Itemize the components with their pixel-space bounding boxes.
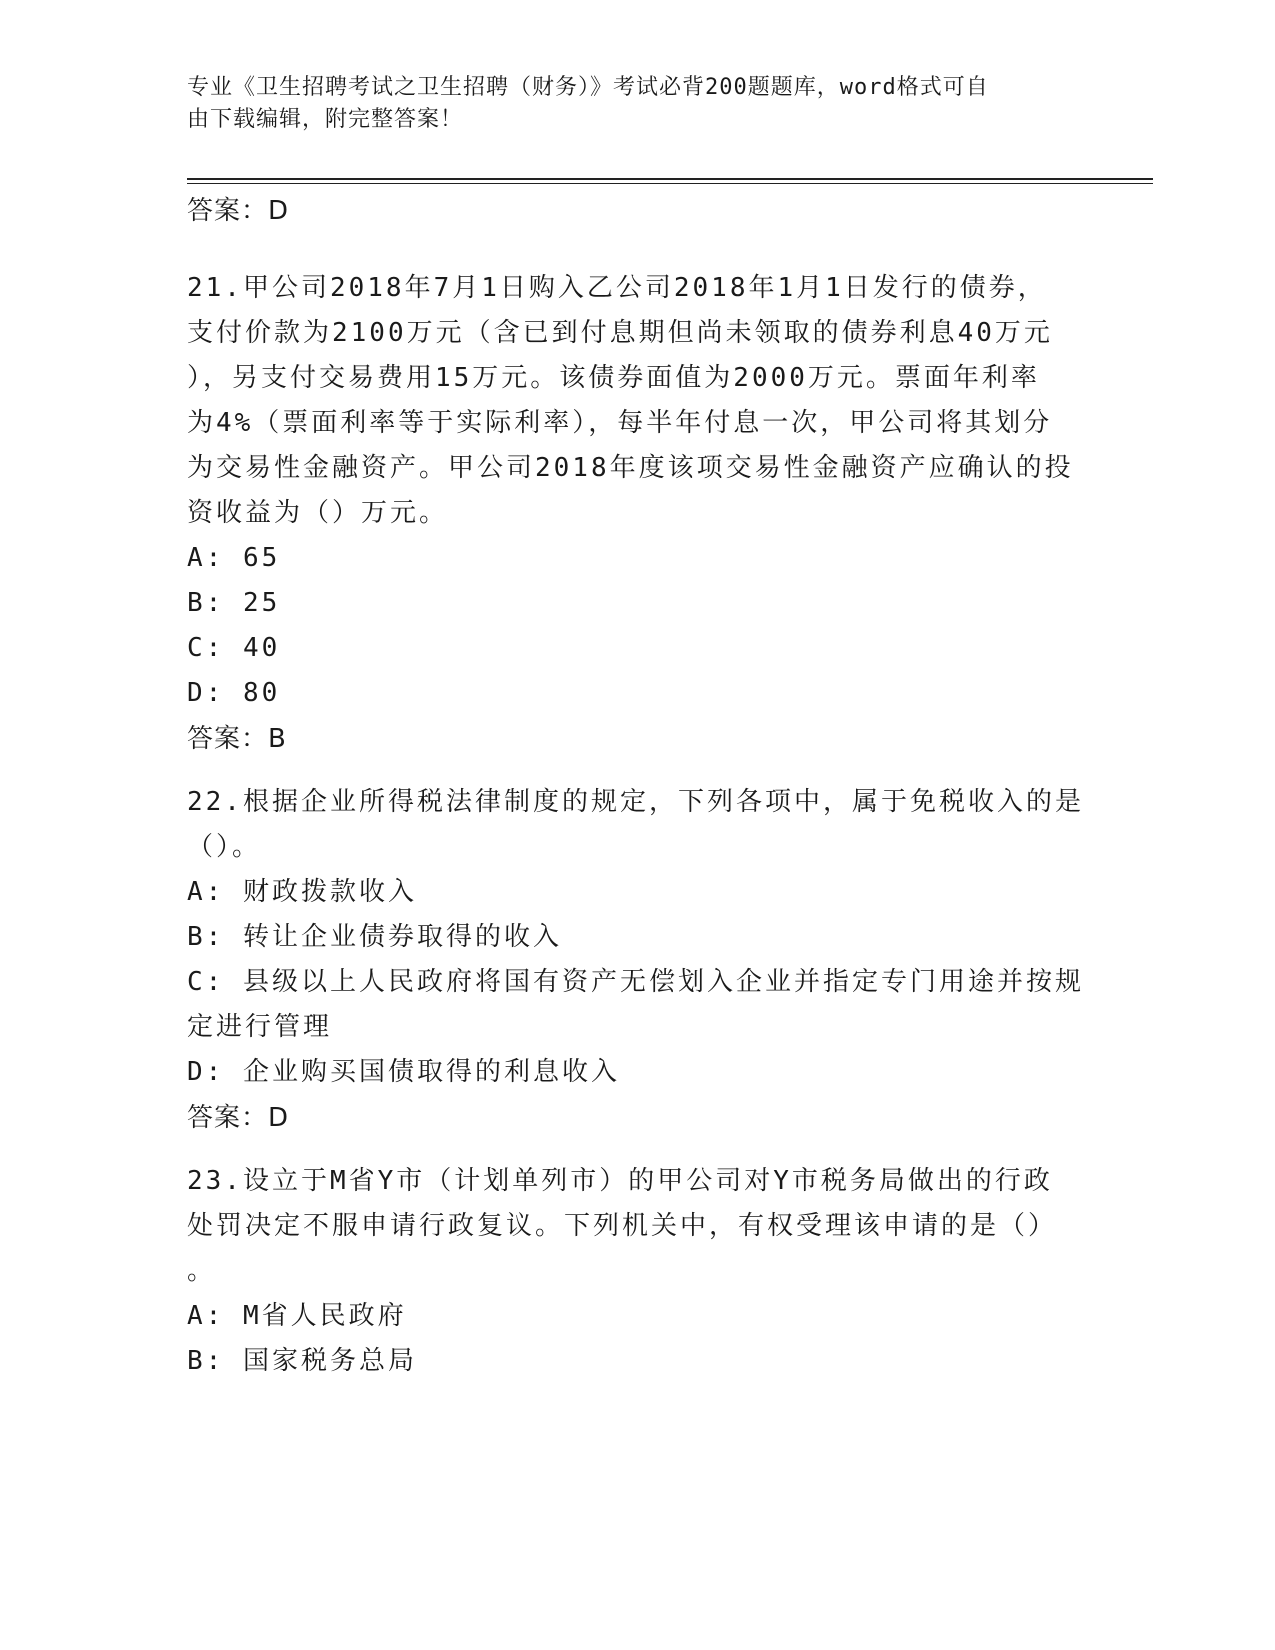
- question-21-stem: [187, 266, 1087, 536]
- question-23-option-a: A: M省人民政府: [187, 1301, 407, 1331]
- document-header: [187, 72, 1087, 136]
- question-stem-line: 23.设立于M省Y市（计划单列市）的甲公司对Y市税务局做出的行政: [187, 1166, 1053, 1196]
- question-22-option-c-continued: 定进行管理: [187, 1012, 333, 1042]
- question-stem-line: ），另支付交易费用15万元。该债券面值为2000万元。票面年利率: [187, 363, 1040, 393]
- question-22-answer: 答案：D: [187, 1103, 290, 1133]
- question-stem-line: 支付价款为2100万元（含已到付息期但尚未领取的债券利息40万元: [187, 318, 1053, 348]
- question-21-option-c: C: 40: [187, 633, 281, 663]
- question-22-option-b: B: 转让企业债券取得的收入: [187, 922, 562, 952]
- question-22-option-a: A: 财政拨款收入: [187, 877, 417, 907]
- question-stem-line: 22.根据企业所得税法律制度的规定，下列各项中，属于免税收入的是: [187, 787, 1084, 817]
- question-21-option-a: A: 65: [187, 543, 281, 573]
- question-stem-line: 为交易性金融资产。甲公司2018年度该项交易性金融资产应确认的投: [187, 453, 1074, 483]
- question-21-option-b: B: 25: [187, 588, 281, 618]
- question-22-option-c: C: 县级以上人民政府将国有资产无偿划入企业并指定专门用途并按规: [187, 967, 1084, 997]
- header-divider-thick: [187, 178, 1153, 180]
- question-22-option-d: D: 企业购买国债取得的利息收入: [187, 1057, 620, 1087]
- question-21-option-d: D: 80: [187, 678, 281, 708]
- question-stem-line: 为4%（票面利率等于实际利率），每半年付息一次，甲公司将其划分: [187, 408, 1053, 438]
- question-21-answer: 答案：B: [187, 724, 287, 754]
- question-23-option-b: B: 国家税务总局: [187, 1346, 417, 1376]
- question-stem-line: 资收益为（）万元。: [187, 498, 449, 528]
- question-stem-line: 。: [187, 1256, 217, 1286]
- previous-answer: 答案：D: [187, 196, 290, 226]
- question-stem-line: 21.甲公司2018年7月1日购入乙公司2018年1月1日发行的债券，: [187, 273, 1047, 303]
- document-body: [187, 188, 1087, 1384]
- header-line-1: 专业《卫生招聘考试之卫生招聘（财务）》考试必背200题题库，word格式可自: [187, 75, 989, 100]
- header-divider-thin: [187, 183, 1153, 184]
- question-23-stem: [187, 1159, 1087, 1294]
- question-stem-line: （）。: [187, 832, 262, 862]
- question-22-stem: [187, 780, 1087, 870]
- question-stem-line: 处罚决定不服申请行政复议。下列机关中，有权受理该申请的是（）: [187, 1211, 1058, 1241]
- header-line-2: 由下载编辑，附完整答案！: [187, 107, 464, 132]
